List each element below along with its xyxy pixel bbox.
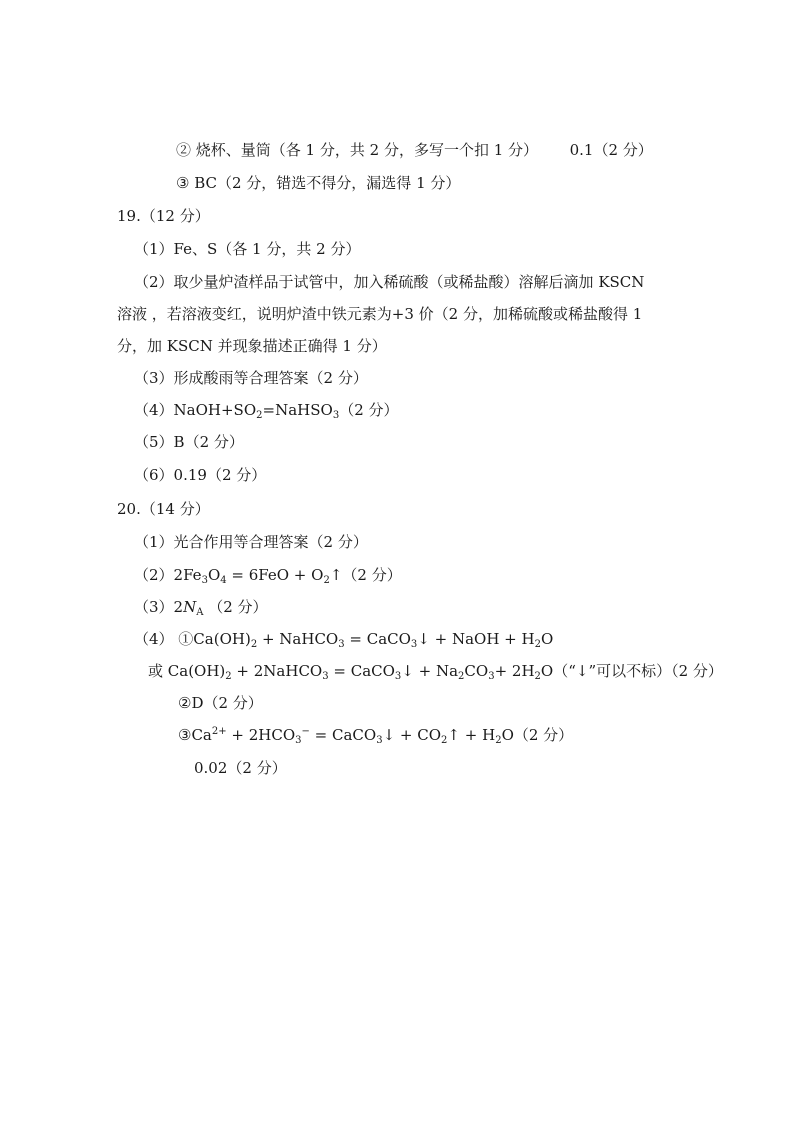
q20-a2-s3: 2 bbox=[323, 575, 330, 586]
q20-a2-p4: ↑（2 分） bbox=[329, 566, 402, 584]
q19-answer-2-line3: 分，加 KSCN 并现象描述正确得 1 分） bbox=[117, 337, 387, 355]
q19-answer-5: （5）B（2 分） bbox=[134, 433, 244, 451]
q20-a3-p1: （3）2 bbox=[134, 598, 184, 616]
q20-a41-s3: 3 bbox=[410, 639, 418, 650]
q20-answer-3 bbox=[134, 597, 268, 617]
q20-answer-4-eq1 bbox=[134, 629, 553, 649]
q20-a3-avogadro: N bbox=[183, 598, 197, 616]
q18-item-2-mark: ② bbox=[176, 141, 192, 159]
q20-a44-s3: 2 bbox=[441, 735, 448, 746]
q20-a3-p2: （2 分） bbox=[203, 598, 268, 616]
q19-a4-post: （2 分） bbox=[339, 401, 399, 419]
q20-answer-4-part2: ②D（2 分） bbox=[178, 694, 263, 712]
q20-a42-p4: ↓ + Na bbox=[401, 662, 459, 680]
q20-a44-sup1: 2+ bbox=[211, 726, 227, 737]
q20-a42-s4: 2 bbox=[458, 671, 465, 682]
q20-a42-p6: + 2H bbox=[494, 662, 535, 680]
q19-answer-6: （6）0.19（2 分） bbox=[134, 466, 267, 484]
q20-a41-p5: O bbox=[540, 630, 554, 648]
q20-a41-p2: + NaHCO bbox=[257, 630, 339, 648]
q19-answer-1: （1）Fe、S（各 1 分，共 2 分） bbox=[134, 240, 361, 258]
q20-a42-p7: O（“↓”可以不标）（2 分） bbox=[540, 662, 723, 680]
q18-item-2-extra: 0.1（2 分） bbox=[569, 141, 653, 159]
q20-a44-p6: O（2 分） bbox=[501, 726, 574, 744]
q20-a42-p1: 或 Ca(OH) bbox=[148, 662, 226, 680]
q19-a4-sub2: 3 bbox=[332, 410, 340, 421]
q20-a41-p4: ↓ + NaOH + H bbox=[417, 630, 535, 648]
q18-item-2-text: 烧杯、量筒（各 1 分，共 2 分，多写一个扣 1 分） bbox=[191, 141, 539, 159]
q20-answer-2 bbox=[134, 565, 402, 585]
q20-a44-p3: = CaCO bbox=[309, 726, 377, 744]
q20-a2-s1: 3 bbox=[201, 575, 208, 586]
q19-answer-4 bbox=[134, 400, 399, 420]
q20-answer-4-eq2 bbox=[148, 661, 723, 681]
q20-a42-p3: = CaCO bbox=[328, 662, 395, 680]
q19-header: 19.（12 分） bbox=[117, 207, 210, 225]
q20-a44-p2: + 2HCO bbox=[226, 726, 296, 744]
q18-item-3-mark: ③ bbox=[176, 174, 190, 192]
q19-a4-pre: （4）NaOH+SO bbox=[134, 401, 257, 419]
q19-a4-mid: =NaHSO bbox=[262, 401, 333, 419]
q20-a44-s1: 3 bbox=[295, 735, 302, 746]
q20-a42-s2: 3 bbox=[322, 671, 329, 682]
q20-a44-p4: ↓ + CO bbox=[382, 726, 442, 744]
q20-a42-p5: CO bbox=[464, 662, 489, 680]
q20-a3-avogadro-sub: A bbox=[196, 607, 204, 618]
q20-answer-1: （1）光合作用等合理答案（2 分） bbox=[134, 533, 368, 551]
q20-a42-s1: 2 bbox=[225, 671, 232, 682]
q20-a44-p5: ↑ + H bbox=[447, 726, 496, 744]
q20-a42-p2: + 2NaHCO bbox=[231, 662, 323, 680]
q20-a2-p3: = 6FeO + O bbox=[226, 566, 324, 584]
q20-a42-s5: 3 bbox=[488, 671, 495, 682]
q19-a4-sub1: 2 bbox=[256, 410, 263, 421]
q20-a41-p1: （4） ①Ca(OH) bbox=[134, 630, 251, 648]
q20-answer-4-value: 0.02（2 分） bbox=[194, 759, 287, 777]
q20-a44-s2: 3 bbox=[376, 735, 383, 746]
q19-answer-2-line1: （2）取少量炉渣样品于试管中，加入稀硫酸（或稀盐酸）溶解后滴加 KSCN bbox=[134, 273, 645, 291]
q18-item-3 bbox=[176, 173, 460, 193]
q20-a41-p3: = CaCO bbox=[344, 630, 411, 648]
q19-answer-3: （3）形成酸雨等合理答案（2 分） bbox=[134, 369, 368, 387]
q20-a44-sup2: − bbox=[301, 726, 310, 737]
q20-a42-s6: 2 bbox=[534, 671, 541, 682]
q20-a41-s2: 3 bbox=[338, 639, 345, 650]
q20-a2-p1: （2）2Fe bbox=[134, 566, 202, 584]
q20-a41-s1: 2 bbox=[250, 639, 258, 650]
q19-answer-2-line2: 溶液 ，若溶液变红，说明炉渣中铁元素为+3 价（2 分，加稀硫酸或稀盐酸得 1 bbox=[117, 305, 643, 323]
q20-a44-p1: ③Ca bbox=[178, 726, 212, 744]
q18-item-2 bbox=[176, 140, 653, 160]
q20-a42-s3: 3 bbox=[394, 671, 402, 682]
q20-a2-s2: 4 bbox=[220, 575, 227, 586]
q20-a2-p2: O bbox=[207, 566, 221, 584]
q20-a41-s4: 2 bbox=[534, 639, 541, 650]
q20-a44-s4: 2 bbox=[495, 735, 502, 746]
q18-item-3-text: BC（2 分，错选不得分，漏选得 1 分） bbox=[189, 174, 461, 192]
q20-header: 20.（14 分） bbox=[117, 500, 210, 518]
q20-answer-4-eq3 bbox=[178, 725, 573, 745]
